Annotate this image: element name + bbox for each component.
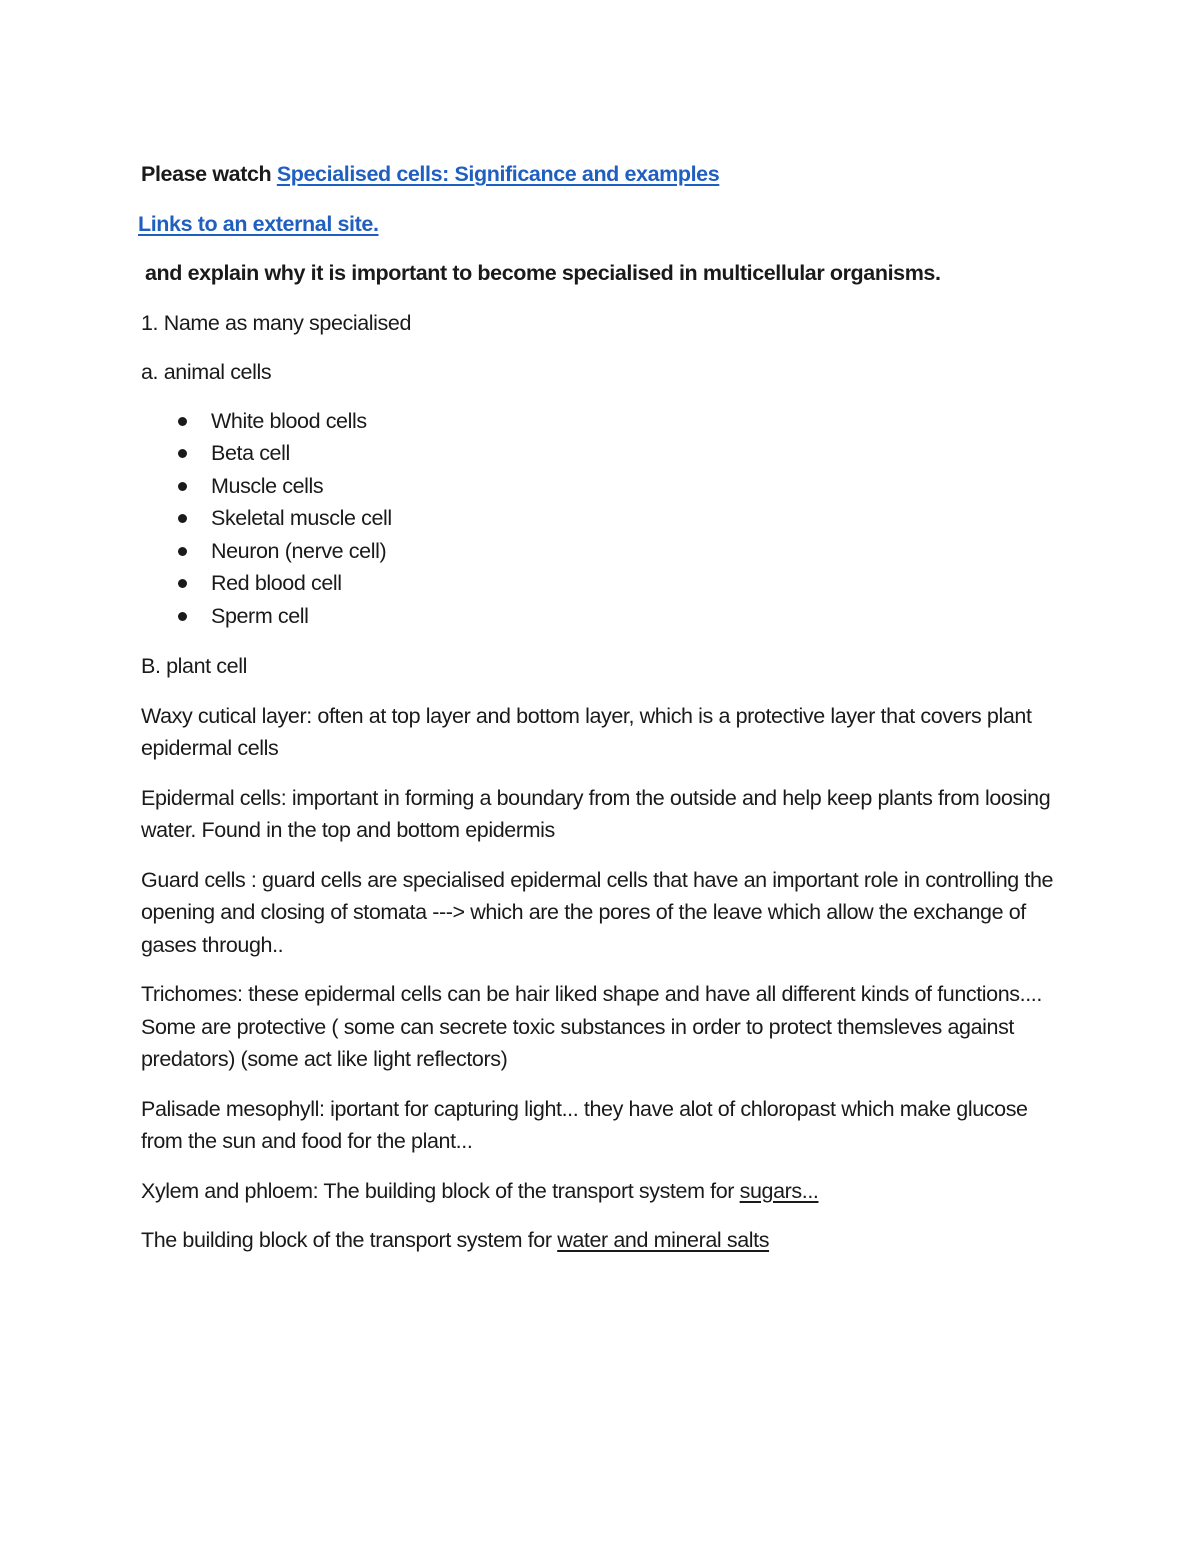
transport-paragraph <box>141 1224 1071 1257</box>
intro-prefix: Please watch <box>141 162 277 186</box>
bullet-icon <box>178 417 187 426</box>
xylem-underlined: sugars... <box>739 1178 819 1203</box>
list-item-text: White blood cells <box>211 408 367 433</box>
list-item-text: Beta cell <box>211 441 290 465</box>
animal-cells-heading: a. animal cells <box>141 360 272 384</box>
palisade-mesophyll-paragraph: Palisade mesophyll: iportant for capturing light... they have alot of chloropast which make glucose from the sun and food for the plant... <box>141 1096 1028 1153</box>
bullet-icon <box>178 482 187 491</box>
bullet-icon <box>178 612 187 621</box>
instruction-text: and explain why it is important to become specialised in multicellular organisms. <box>145 261 941 285</box>
waxy-cuticle-paragraph: Waxy cutical layer: often at top layer and bottom layer, which is a protective layer that covers plant epidermal cells <box>141 703 1032 760</box>
list-item <box>211 600 1071 633</box>
epidermal-cells-paragraph: Epidermal cells: important in forming a boundary from the outside and help keep plants from loosing water. Found in the top and bottom epidermis <box>141 785 1051 842</box>
intro-line <box>141 158 1071 191</box>
video-link[interactable]: Specialised cells: Significance and examples <box>276 162 720 186</box>
external-site-link[interactable]: Links to an external site. <box>138 211 379 236</box>
list-item <box>211 502 1071 535</box>
list-item-text: Muscle cells <box>211 473 324 498</box>
question-text: 1. Name as many specialised <box>141 310 412 335</box>
plant-cell-heading: B. plant cell <box>141 654 247 678</box>
list-item-text: Red blood cell <box>211 571 342 595</box>
external-link-line <box>138 208 1071 241</box>
list-item-text: Neuron (nerve cell) <box>211 538 387 563</box>
transport-prefix: The building block of the transport system for <box>141 1228 558 1252</box>
list-item <box>211 567 1071 600</box>
list-item <box>211 437 1071 470</box>
bullet-icon <box>178 547 187 556</box>
animal-cells-list <box>141 405 1071 633</box>
list-item-text: Skeletal muscle cell <box>211 506 392 530</box>
guard-cells-paragraph: Guard cells : guard cells are specialised epidermal cells that have an important role in controlling the opening and closing of stomata ---> which are the pores of the leave which allow the exchange of gases through.. <box>141 867 1054 957</box>
list-item-text: Sperm cell <box>211 603 309 628</box>
bullet-icon <box>178 579 187 588</box>
bullet-icon <box>178 514 187 523</box>
list-item <box>211 535 1071 568</box>
list-item <box>211 405 1071 438</box>
bullet-icon <box>178 449 187 458</box>
xylem-phloem-paragraph <box>141 1175 1071 1208</box>
document-body <box>138 158 1071 1274</box>
xylem-prefix: Xylem and phloem: The building block of the transport system for <box>141 1178 740 1203</box>
trichomes-paragraph: Trichomes: these epidermal cells can be hair liked shape and have all different kinds of functions.... Some are protective ( some can secrete toxic substances in order to protect themsleves against predators) (some act like light reflectors) <box>141 982 1042 1071</box>
list-item <box>211 470 1071 503</box>
transport-underlined: water and mineral salts <box>557 1228 770 1252</box>
